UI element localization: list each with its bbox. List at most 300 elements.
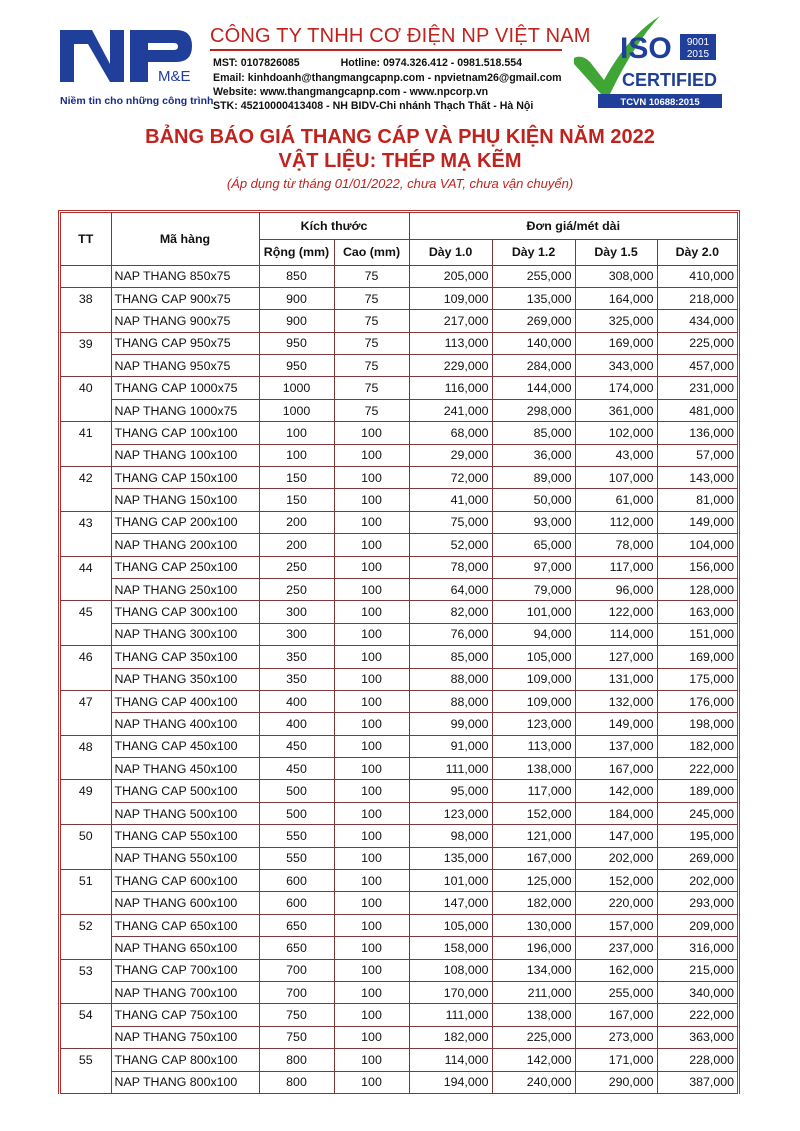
cell-day-10: 113,000 bbox=[409, 332, 492, 354]
cell-cao: 75 bbox=[334, 355, 409, 377]
cell-ma-hang: THANG CAP 500x100 bbox=[111, 780, 259, 802]
cell-ma-hang: NAP THANG 1000x75 bbox=[111, 399, 259, 421]
cell-ma-hang: NAP THANG 100x100 bbox=[111, 444, 259, 466]
cell-day-15: 112,000 bbox=[575, 511, 657, 533]
cell-ma-hang: NAP THANG 600x100 bbox=[111, 892, 259, 914]
cell-ma-hang: THANG CAP 550x100 bbox=[111, 825, 259, 847]
cell-day-10: 123,000 bbox=[409, 802, 492, 824]
cell-day-12: 269,000 bbox=[492, 310, 575, 332]
cell-ma-hang: THANG CAP 800x100 bbox=[111, 1049, 259, 1071]
cell-day-12: 50,000 bbox=[492, 489, 575, 511]
cell-ma-hang: THANG CAP 400x100 bbox=[111, 690, 259, 712]
cell-day-15: 167,000 bbox=[575, 758, 657, 780]
cell-tt bbox=[61, 847, 111, 869]
cell-day-15: 184,000 bbox=[575, 802, 657, 824]
cell-cao: 100 bbox=[334, 758, 409, 780]
cell-tt bbox=[61, 578, 111, 600]
cell-day-20: 202,000 bbox=[657, 870, 737, 892]
table-row bbox=[61, 534, 737, 556]
company-name: CÔNG TY TNHH CƠ ĐIỆN NP VIỆT NAM bbox=[210, 25, 591, 47]
cell-day-10: 114,000 bbox=[409, 1049, 492, 1071]
cell-day-10: 111,000 bbox=[409, 758, 492, 780]
cell-rong: 100 bbox=[259, 422, 334, 444]
cell-tt bbox=[61, 444, 111, 466]
cell-cao: 75 bbox=[334, 399, 409, 421]
cell-day-12: 225,000 bbox=[492, 1026, 575, 1048]
cell-day-20: 143,000 bbox=[657, 467, 737, 489]
cell-day-15: 237,000 bbox=[575, 937, 657, 959]
logo-sub-text: M&E bbox=[158, 68, 191, 85]
cell-cao: 100 bbox=[334, 668, 409, 690]
table-row bbox=[61, 332, 737, 354]
cell-day-15: 174,000 bbox=[575, 377, 657, 399]
cell-day-10: 111,000 bbox=[409, 1004, 492, 1026]
cell-cao: 100 bbox=[334, 870, 409, 892]
cell-day-20: 136,000 bbox=[657, 422, 737, 444]
cell-tt: 47 bbox=[61, 690, 111, 712]
cell-rong: 900 bbox=[259, 287, 334, 309]
np-logo bbox=[58, 26, 198, 86]
cell-day-10: 82,000 bbox=[409, 601, 492, 623]
cell-day-15: 43,000 bbox=[575, 444, 657, 466]
cell-ma-hang: NAP THANG 200x100 bbox=[111, 534, 259, 556]
cell-cao: 100 bbox=[334, 802, 409, 824]
cell-day-12: 152,000 bbox=[492, 802, 575, 824]
cell-day-20: 182,000 bbox=[657, 735, 737, 757]
cell-rong: 800 bbox=[259, 1071, 334, 1093]
table-row bbox=[61, 713, 737, 735]
cell-day-10: 88,000 bbox=[409, 690, 492, 712]
cell-day-15: 96,000 bbox=[575, 578, 657, 600]
cell-day-10: 116,000 bbox=[409, 377, 492, 399]
cell-cao: 100 bbox=[334, 623, 409, 645]
cell-tt bbox=[61, 355, 111, 377]
cell-day-15: 147,000 bbox=[575, 825, 657, 847]
iso-2015-text: 2015 bbox=[686, 49, 710, 60]
letterhead bbox=[0, 0, 800, 120]
cell-tt bbox=[61, 1071, 111, 1093]
table-row bbox=[61, 265, 737, 287]
cell-tt: 54 bbox=[61, 1004, 111, 1026]
cell-tt: 55 bbox=[61, 1049, 111, 1071]
bank-line bbox=[213, 100, 533, 112]
cell-rong: 900 bbox=[259, 310, 334, 332]
cell-ma-hang: THANG CAP 100x100 bbox=[111, 422, 259, 444]
cell-day-12: 109,000 bbox=[492, 690, 575, 712]
cell-day-12: 121,000 bbox=[492, 825, 575, 847]
cell-day-10: 78,000 bbox=[409, 556, 492, 578]
cell-day-12: 144,000 bbox=[492, 377, 575, 399]
cell-cao: 100 bbox=[334, 847, 409, 869]
cell-day-15: 142,000 bbox=[575, 780, 657, 802]
cell-day-20: 222,000 bbox=[657, 758, 737, 780]
cell-day-12: 211,000 bbox=[492, 982, 575, 1004]
hotline-label: Hotline: bbox=[340, 57, 381, 69]
cell-day-20: 175,000 bbox=[657, 668, 737, 690]
cell-rong: 950 bbox=[259, 332, 334, 354]
cell-day-10: 229,000 bbox=[409, 355, 492, 377]
cell-ma-hang: THANG CAP 700x100 bbox=[111, 959, 259, 981]
cell-rong: 650 bbox=[259, 914, 334, 936]
cell-day-12: 255,000 bbox=[492, 265, 575, 287]
cell-rong: 850 bbox=[259, 265, 334, 287]
cell-day-15: 78,000 bbox=[575, 534, 657, 556]
table-row bbox=[61, 668, 737, 690]
cell-tt bbox=[61, 668, 111, 690]
cell-day-20: 222,000 bbox=[657, 1004, 737, 1026]
cell-day-20: 209,000 bbox=[657, 914, 737, 936]
table-row bbox=[61, 937, 737, 959]
cell-rong: 800 bbox=[259, 1049, 334, 1071]
col-rong-header: Rộng (mm) bbox=[259, 239, 334, 265]
table-row bbox=[61, 578, 737, 600]
col-day-15-header: Dày 1.5 bbox=[575, 239, 657, 265]
cell-day-20: 104,000 bbox=[657, 534, 737, 556]
cell-day-15: 171,000 bbox=[575, 1049, 657, 1071]
cell-day-15: 167,000 bbox=[575, 1004, 657, 1026]
cell-ma-hang: NAP THANG 150x100 bbox=[111, 489, 259, 511]
cell-cao: 100 bbox=[334, 556, 409, 578]
cell-day-10: 76,000 bbox=[409, 623, 492, 645]
email-label: Email: bbox=[213, 72, 245, 84]
cell-day-20: 218,000 bbox=[657, 287, 737, 309]
cell-cao: 100 bbox=[334, 1049, 409, 1071]
cell-day-10: 91,000 bbox=[409, 735, 492, 757]
table-row bbox=[61, 310, 737, 332]
cell-day-12: 79,000 bbox=[492, 578, 575, 600]
cell-day-12: 85,000 bbox=[492, 422, 575, 444]
cell-rong: 250 bbox=[259, 556, 334, 578]
stk-label: STK: bbox=[213, 100, 238, 112]
cell-day-20: 387,000 bbox=[657, 1071, 737, 1093]
cell-day-10: 75,000 bbox=[409, 511, 492, 533]
cell-cao: 100 bbox=[334, 601, 409, 623]
cell-tt: 39 bbox=[61, 332, 111, 354]
cell-day-20: 195,000 bbox=[657, 825, 737, 847]
cell-day-20: 269,000 bbox=[657, 847, 737, 869]
cell-day-15: 61,000 bbox=[575, 489, 657, 511]
cell-day-10: 41,000 bbox=[409, 489, 492, 511]
cell-ma-hang: THANG CAP 150x100 bbox=[111, 467, 259, 489]
cell-day-20: 231,000 bbox=[657, 377, 737, 399]
cell-day-12: 140,000 bbox=[492, 332, 575, 354]
cell-day-15: 149,000 bbox=[575, 713, 657, 735]
cell-ma-hang: NAP THANG 250x100 bbox=[111, 578, 259, 600]
cell-ma-hang: THANG CAP 650x100 bbox=[111, 914, 259, 936]
cell-ma-hang: NAP THANG 750x100 bbox=[111, 1026, 259, 1048]
cell-tt bbox=[61, 758, 111, 780]
cell-tt bbox=[61, 489, 111, 511]
cell-day-10: 105,000 bbox=[409, 914, 492, 936]
stk-value: 45210000413408 - NH BIDV-Chi nhánh Thạch Thất - Hà Nội bbox=[240, 100, 534, 112]
cell-rong: 750 bbox=[259, 1026, 334, 1048]
cell-day-12: 125,000 bbox=[492, 870, 575, 892]
cell-tt: 46 bbox=[61, 646, 111, 668]
cell-rong: 100 bbox=[259, 444, 334, 466]
cell-rong: 500 bbox=[259, 780, 334, 802]
cell-day-20: 163,000 bbox=[657, 601, 737, 623]
cell-day-10: 194,000 bbox=[409, 1071, 492, 1093]
cell-tt: 40 bbox=[61, 377, 111, 399]
cell-day-20: 151,000 bbox=[657, 623, 737, 645]
cell-tt: 52 bbox=[61, 914, 111, 936]
iso-text: ISO bbox=[620, 32, 672, 65]
cell-day-12: 89,000 bbox=[492, 467, 575, 489]
cell-ma-hang: THANG CAP 250x100 bbox=[111, 556, 259, 578]
cell-tt bbox=[61, 310, 111, 332]
cell-day-20: 215,000 bbox=[657, 959, 737, 981]
cell-day-12: 109,000 bbox=[492, 668, 575, 690]
cell-day-15: 157,000 bbox=[575, 914, 657, 936]
col-tt-header: TT bbox=[61, 213, 111, 265]
cell-rong: 150 bbox=[259, 467, 334, 489]
cell-tt bbox=[61, 892, 111, 914]
cell-ma-hang: NAP THANG 350x100 bbox=[111, 668, 259, 690]
cell-tt: 48 bbox=[61, 735, 111, 757]
cell-day-15: 308,000 bbox=[575, 265, 657, 287]
cell-tt: 42 bbox=[61, 467, 111, 489]
cell-cao: 75 bbox=[334, 287, 409, 309]
cell-day-20: 481,000 bbox=[657, 399, 737, 421]
cell-ma-hang: NAP THANG 650x100 bbox=[111, 937, 259, 959]
cell-day-15: 122,000 bbox=[575, 601, 657, 623]
col-cao-header: Cao (mm) bbox=[334, 239, 409, 265]
cell-tt: 38 bbox=[61, 287, 111, 309]
cell-rong: 550 bbox=[259, 825, 334, 847]
cell-day-10: 241,000 bbox=[409, 399, 492, 421]
cell-day-12: 93,000 bbox=[492, 511, 575, 533]
cell-ma-hang: NAP THANG 300x100 bbox=[111, 623, 259, 645]
cell-tt: 41 bbox=[61, 422, 111, 444]
cell-tt bbox=[61, 937, 111, 959]
material-title: VẬT LIỆU: THÉP MẠ KẼM bbox=[278, 150, 522, 172]
cell-cao: 100 bbox=[334, 825, 409, 847]
cell-tt: 50 bbox=[61, 825, 111, 847]
applicability-note: (Áp dụng từ tháng 01/01/2022, chưa VAT, chưa vận chuyển) bbox=[226, 176, 574, 191]
cell-tt bbox=[61, 1026, 111, 1048]
cell-day-12: 284,000 bbox=[492, 355, 575, 377]
slogan: Niềm tin cho những công trình bbox=[60, 95, 214, 107]
cell-day-15: 202,000 bbox=[575, 847, 657, 869]
cell-day-20: 57,000 bbox=[657, 444, 737, 466]
table-row bbox=[61, 355, 737, 377]
cell-day-20: 410,000 bbox=[657, 265, 737, 287]
cell-ma-hang: NAP THANG 950x75 bbox=[111, 355, 259, 377]
cell-day-10: 99,000 bbox=[409, 713, 492, 735]
table-row bbox=[61, 735, 737, 757]
cell-rong: 400 bbox=[259, 713, 334, 735]
cell-rong: 300 bbox=[259, 601, 334, 623]
cell-day-12: 94,000 bbox=[492, 623, 575, 645]
cell-day-12: 65,000 bbox=[492, 534, 575, 556]
table-row bbox=[61, 1049, 737, 1071]
cell-day-20: 340,000 bbox=[657, 982, 737, 1004]
company-underline bbox=[210, 49, 562, 51]
cell-tt: 51 bbox=[61, 870, 111, 892]
cell-day-20: 156,000 bbox=[657, 556, 737, 578]
cell-cao: 100 bbox=[334, 467, 409, 489]
table-row bbox=[61, 892, 737, 914]
cell-day-10: 108,000 bbox=[409, 959, 492, 981]
cell-ma-hang: THANG CAP 600x100 bbox=[111, 870, 259, 892]
col-day-20-header: Dày 2.0 bbox=[657, 239, 737, 265]
cell-day-15: 114,000 bbox=[575, 623, 657, 645]
cell-day-10: 135,000 bbox=[409, 847, 492, 869]
cell-day-20: 169,000 bbox=[657, 646, 737, 668]
cell-cao: 75 bbox=[334, 377, 409, 399]
cell-day-15: 255,000 bbox=[575, 982, 657, 1004]
cell-ma-hang: THANG CAP 300x100 bbox=[111, 601, 259, 623]
cell-cao: 100 bbox=[334, 982, 409, 1004]
cell-day-20: 149,000 bbox=[657, 511, 737, 533]
cell-cao: 100 bbox=[334, 892, 409, 914]
cell-rong: 950 bbox=[259, 355, 334, 377]
cell-day-15: 325,000 bbox=[575, 310, 657, 332]
cell-day-15: 169,000 bbox=[575, 332, 657, 354]
table-row bbox=[61, 802, 737, 824]
cell-day-20: 81,000 bbox=[657, 489, 737, 511]
table-row bbox=[61, 422, 737, 444]
certified-text: CERTIFIED bbox=[622, 70, 718, 90]
cell-rong: 200 bbox=[259, 534, 334, 556]
cell-ma-hang: THANG CAP 750x100 bbox=[111, 1004, 259, 1026]
cell-day-12: 117,000 bbox=[492, 780, 575, 802]
cell-day-10: 109,000 bbox=[409, 287, 492, 309]
cell-day-20: 189,000 bbox=[657, 780, 737, 802]
cell-cao: 100 bbox=[334, 735, 409, 757]
cell-cao: 100 bbox=[334, 489, 409, 511]
cell-day-10: 101,000 bbox=[409, 870, 492, 892]
cell-day-20: 245,000 bbox=[657, 802, 737, 824]
cell-day-15: 343,000 bbox=[575, 355, 657, 377]
cell-tt bbox=[61, 623, 111, 645]
cell-day-12: 142,000 bbox=[492, 1049, 575, 1071]
cell-cao: 100 bbox=[334, 780, 409, 802]
website-line bbox=[213, 86, 488, 98]
cell-day-15: 132,000 bbox=[575, 690, 657, 712]
cell-rong: 300 bbox=[259, 623, 334, 645]
cell-day-12: 130,000 bbox=[492, 914, 575, 936]
cell-rong: 700 bbox=[259, 959, 334, 981]
table-row bbox=[61, 1071, 737, 1093]
cell-tt bbox=[61, 802, 111, 824]
cell-cao: 100 bbox=[334, 959, 409, 981]
table-row bbox=[61, 959, 737, 981]
mst-label: MST: bbox=[213, 57, 238, 69]
cell-cao: 100 bbox=[334, 1004, 409, 1026]
col-don-gia-header: Đơn giá/mét dài bbox=[409, 213, 737, 239]
cell-ma-hang: THANG CAP 900x75 bbox=[111, 287, 259, 309]
mst-value: 0107826085 bbox=[240, 57, 300, 69]
cell-rong: 350 bbox=[259, 668, 334, 690]
cell-day-12: 123,000 bbox=[492, 713, 575, 735]
cell-day-10: 170,000 bbox=[409, 982, 492, 1004]
cell-day-10: 205,000 bbox=[409, 265, 492, 287]
cell-day-12: 134,000 bbox=[492, 959, 575, 981]
cell-cao: 100 bbox=[334, 713, 409, 735]
cell-cao: 100 bbox=[334, 914, 409, 936]
cell-tt: 43 bbox=[61, 511, 111, 533]
cell-day-15: 162,000 bbox=[575, 959, 657, 981]
cell-cao: 100 bbox=[334, 534, 409, 556]
table-row bbox=[61, 758, 737, 780]
table-row bbox=[61, 601, 737, 623]
table-row bbox=[61, 287, 737, 309]
table-row bbox=[61, 467, 737, 489]
cell-day-12: 105,000 bbox=[492, 646, 575, 668]
cell-rong: 150 bbox=[259, 489, 334, 511]
cell-cao: 100 bbox=[334, 646, 409, 668]
cell-rong: 750 bbox=[259, 1004, 334, 1026]
cell-cao: 100 bbox=[334, 690, 409, 712]
cell-cao: 100 bbox=[334, 937, 409, 959]
table-row bbox=[61, 511, 737, 533]
cell-day-10: 158,000 bbox=[409, 937, 492, 959]
cell-rong: 600 bbox=[259, 892, 334, 914]
cell-tt bbox=[61, 713, 111, 735]
cell-day-12: 167,000 bbox=[492, 847, 575, 869]
tcvn-text: TCVN 10688:2015 bbox=[620, 97, 700, 108]
cell-day-20: 225,000 bbox=[657, 332, 737, 354]
table-row bbox=[61, 690, 737, 712]
table-row bbox=[61, 444, 737, 466]
cell-tt: 44 bbox=[61, 556, 111, 578]
cell-rong: 500 bbox=[259, 802, 334, 824]
table-row bbox=[61, 847, 737, 869]
cell-day-15: 137,000 bbox=[575, 735, 657, 757]
cell-ma-hang: NAP THANG 800x100 bbox=[111, 1071, 259, 1093]
website-label: Website: bbox=[213, 86, 257, 98]
cell-cao: 75 bbox=[334, 265, 409, 287]
cell-rong: 650 bbox=[259, 937, 334, 959]
cell-rong: 1000 bbox=[259, 377, 334, 399]
cell-day-12: 182,000 bbox=[492, 892, 575, 914]
email-line bbox=[213, 72, 562, 84]
cell-cao: 100 bbox=[334, 1071, 409, 1093]
col-kich-thuoc-header: Kích thước bbox=[259, 213, 409, 239]
hotline-value: 0974.326.412 - 0981.518.554 bbox=[383, 57, 523, 69]
cell-rong: 250 bbox=[259, 578, 334, 600]
cell-tt: 53 bbox=[61, 959, 111, 981]
table-row bbox=[61, 1026, 737, 1048]
cell-tt bbox=[61, 399, 111, 421]
cell-cao: 100 bbox=[334, 444, 409, 466]
iso-certified-badge bbox=[568, 14, 726, 110]
cell-ma-hang: NAP THANG 550x100 bbox=[111, 847, 259, 869]
cell-day-12: 240,000 bbox=[492, 1071, 575, 1093]
tax-hotline-line bbox=[213, 57, 522, 69]
table-row bbox=[61, 556, 737, 578]
cell-tt bbox=[61, 265, 111, 287]
cell-rong: 450 bbox=[259, 735, 334, 757]
cell-cao: 75 bbox=[334, 332, 409, 354]
cell-day-20: 457,000 bbox=[657, 355, 737, 377]
cell-day-10: 72,000 bbox=[409, 467, 492, 489]
cell-day-15: 290,000 bbox=[575, 1071, 657, 1093]
cell-day-20: 228,000 bbox=[657, 1049, 737, 1071]
cell-rong: 400 bbox=[259, 690, 334, 712]
cell-day-15: 107,000 bbox=[575, 467, 657, 489]
cell-tt bbox=[61, 982, 111, 1004]
table-row bbox=[61, 914, 737, 936]
cell-day-15: 127,000 bbox=[575, 646, 657, 668]
price-table bbox=[61, 213, 737, 1094]
cell-day-12: 138,000 bbox=[492, 1004, 575, 1026]
cell-cao: 100 bbox=[334, 1026, 409, 1048]
cell-ma-hang: THANG CAP 950x75 bbox=[111, 332, 259, 354]
cell-day-20: 316,000 bbox=[657, 937, 737, 959]
cell-day-20: 293,000 bbox=[657, 892, 737, 914]
